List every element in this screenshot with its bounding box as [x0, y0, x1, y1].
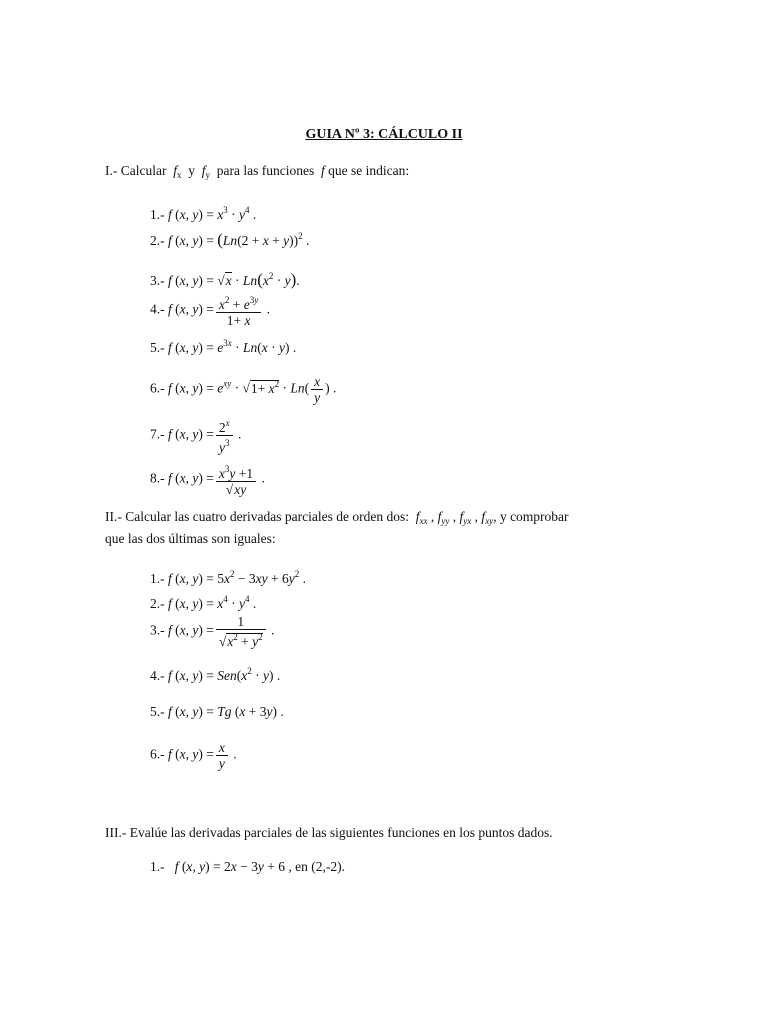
section-1-heading: I.- Calcular $f_x$ y $f_y$ para las funciones f que se indican: — [105, 163, 410, 180]
section-1-item-2: 2.- f (x, $y) = (Ln(2 + x + y))^2$ . — [150, 230, 310, 249]
page-title: GUIA Nº 3: CÁLCULO II — [305, 127, 463, 142]
section-2-item-1: 1.- f (x, $y) = 5x^2 - 3xy + 6y^2$ . — [150, 569, 306, 586]
section-2-item-5: 5.- f (x, y) = Tg (x + 3y) . — [150, 704, 284, 719]
section-2-heading-line-2: que las dos últimas son iguales: — [105, 531, 276, 546]
section-1-item-3: 3.- f (x, $y) = √x \cdot Ln(x^2 \cdot y)$. — [150, 270, 300, 289]
section-2-item-2: 2.- f (x, $y) = x^4 \cdot y^4$ . — [150, 594, 257, 611]
section-2-item-3: 3.- f (x, y) = $\frac{1}{√x^2 + y^2}$ . — [150, 614, 275, 649]
section-1-item-4: 4.- f (x, y) = $\frac{x^2 + e^{3y}}{1+ x}$ . — [150, 295, 270, 328]
section-2-item-6: 6.- f (x, y) = $\frac{x}{y}$ . — [150, 740, 237, 771]
section-1-item-1: 1.- f (x, $y) = x^3 \cdot y^4$ . — [150, 205, 257, 222]
section-1-item-7: 7.- f (x, y) = $\frac{2^x}{y^3}$ . — [150, 418, 242, 455]
section-1-item-5: 5.- f (x, $y) = e^{3x} \cdot Ln(x \cdot y)$ . — [150, 338, 297, 355]
section-3-heading: III.- Evalúe las derivadas parciales de las siguientes funciones en los puntos dados. — [105, 825, 553, 840]
section-1-item-8: 8.- f (x, y) = $\frac{x^3y +1}{√xy}$ . — [150, 464, 265, 497]
section-2-item-4: 4.- f (x, $y) = Sen(x^2 \cdot y)$ . — [150, 666, 281, 683]
section-3-item-1: 1.- f (x, y) = 2x − 3y + 6 , en (2,-2). — [150, 859, 345, 874]
section-1-item-6: 6.- f (x, $y) = e^{xy} \cdot √1+ x^2 \cdot Ln$( $\frac{x}{y}$ ) . — [150, 374, 337, 405]
section-2-heading: II.- Calcular las cuatro derivadas parciales de orden dos: $f_{xx}$ , $f_{yy}$ , $f_{yx}$ , $f_{xy}$, y comprobar — [105, 509, 569, 526]
